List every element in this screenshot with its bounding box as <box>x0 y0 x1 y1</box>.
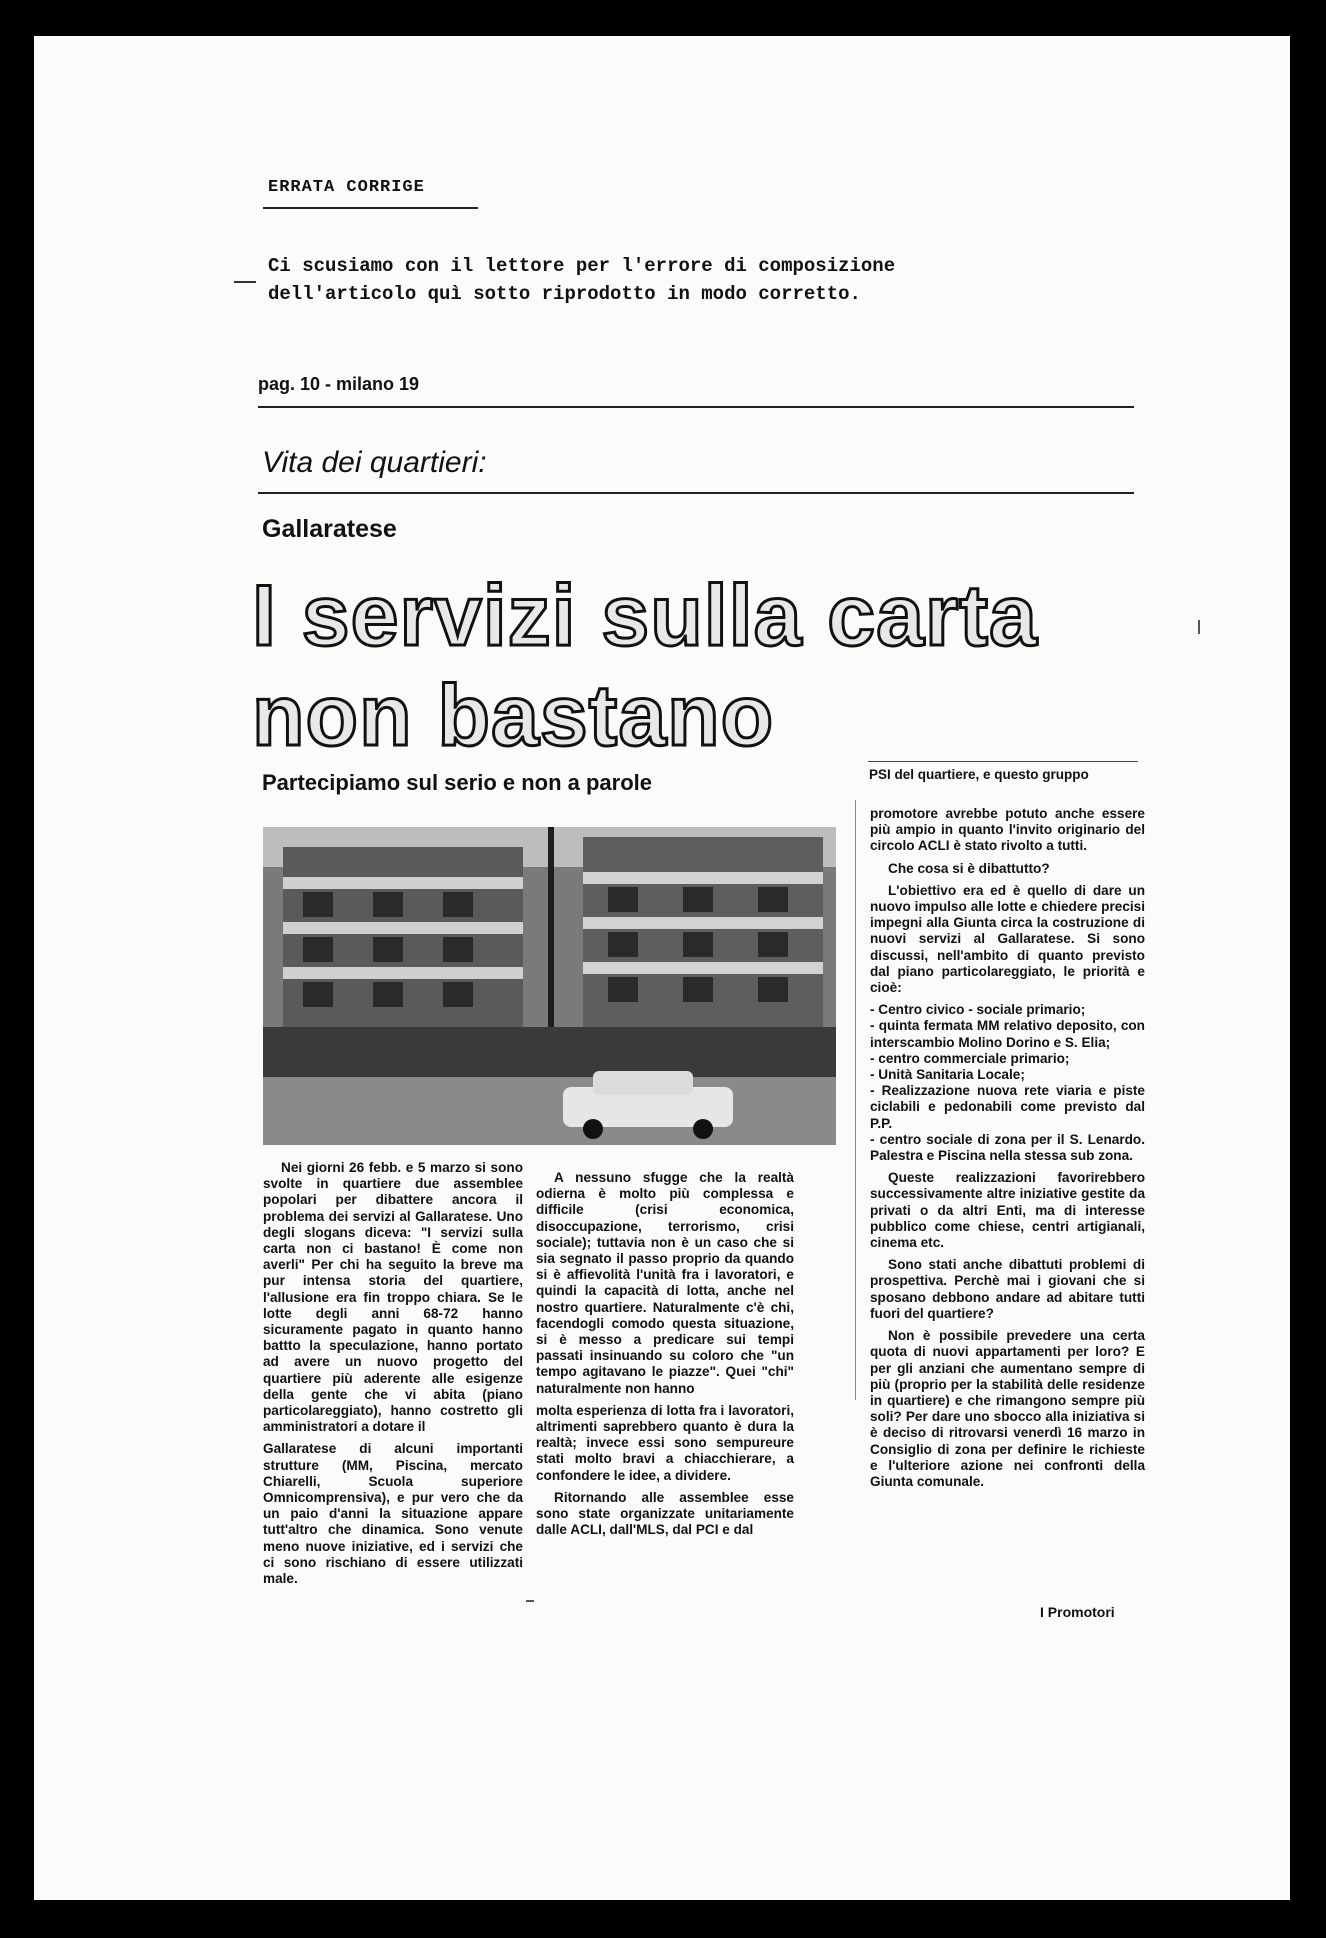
col3-paragraph-1: promotore avrebbe potuto anche essere più ampio in quanto l'invito originario del circolo ACLI è stato rivolto a tutti. <box>870 806 1145 854</box>
article-column-1 <box>263 1160 523 1593</box>
col2-paragraph-3: Ritornando alle assemblee esse sono state organizzate unitariamente dalle ACLI, dall'MLS, dal PCI e dal <box>536 1489 794 1538</box>
list-item: - Centro civico - sociale primario; <box>870 1002 1086 1018</box>
photo-illustration <box>263 827 836 1145</box>
list-item: - centro sociale di zona per il S. Lenardo. Palestra e Piscina nella stessa sub zona. <box>870 1131 1145 1164</box>
article-column-2 <box>536 1170 794 1544</box>
kicker: Vita dei quartieri: <box>262 446 487 479</box>
article-column-3 <box>870 806 1145 1496</box>
list-item: - Unità Sanitaria Locale; <box>870 1067 1025 1083</box>
margin-dash <box>234 281 256 283</box>
page-header: pag. 10 - milano 19 <box>258 374 420 394</box>
errata-title: ERRATA CORRIGE <box>268 178 425 197</box>
col1-paragraph-1: Nei giorni 26 febb. e 5 marzo si sono svolte in quartiere due assemblee popolari per dibattere ancora il problema dei servizi al Gallaratese. Uno degli slogans diceva: "I servizi sulla carta non ci bastano! È come non averli" Per chi ha seguito la breve ma pur intensa storia del quartiere, l'allusione era fin troppo chiara. Se le lotte degli anni 68-72 hanno sicuramente pagato in quanto hanno battto la speculazione, hanno portato ad avere un nuovo progetto del quartiere più aderente alle esigenze della gente che vi abita (piano particolareggiato), hanno costretto gli amministratori a dotare il <box>263 1160 523 1435</box>
section-label: Gallaratese <box>262 515 397 543</box>
col3-paragraph-4: Queste realizzazioni favorirebbero successivamente altre iniziative gestite da privati o da altri Enti, ma di interesse pubblico come chiese, centri artigianali, cinema etc. <box>870 1170 1145 1251</box>
errata-text: Ci scusiamo con il lettore per l'errore di composizione dell'articolo quì sotto riprodotto in modo corretto. <box>268 255 896 305</box>
col2-paragraph-2: molta esperienza di lotta fra i lavoratori, altrimenti saprebbero quanto è dura la realtà; invece essi sono sempureure stati molto bravi a chiacchierare, a confondere le idee, a dividere. <box>536 1402 794 1483</box>
building-photo <box>263 827 836 1145</box>
list-item: - Realizzazione nuova rete viaria e piste ciclabili e pedonabili come previsto dal P.P. <box>870 1083 1145 1131</box>
priority-list <box>870 1002 1145 1164</box>
psi-top-rule <box>868 761 1138 762</box>
kicker-rule <box>258 492 1134 494</box>
scan-mark <box>1198 620 1200 634</box>
errata-underline <box>263 207 478 209</box>
col1-paragraph-2: Gallaratese di alcuni importanti strutture (MM, Piscina, mercato Chiarelli, Scuola superiore Omnicomprensiva), e pur vero che da un paio d'anni la situazione appare tutt'altro che dinamica. Sono venute meno nuove iniziative, ed i servizi che ci sono rischiano di essere utilizzati male. <box>263 1441 523 1587</box>
col2-paragraph-1: A nessuno sfugge che la realtà odierna è molto più complessa e difficile (crisi economica, disoccupazione, terrorismo, crisi sociale); tuttavia non è un caso che si sia segnato il passo proprio da quando si è affievolità l'unità fra i lavoratori, e quindi la capacità di lotta, anche nel nostro quartiere. Naturalmente c'è chi, facendogli comodo questa situazione, si è messo a predicare sui tempi passati insinuando su coloro che "un tempo agitavano le piazze". Quei "chi" naturalmente non hanno <box>536 1170 794 1396</box>
scan-mark <box>526 1600 534 1602</box>
subhead: Partecipiamo sul serio e non a parole <box>262 770 653 795</box>
column-divider <box>855 800 856 1400</box>
col3-paragraph-5: Sono stati anche dibattuti problemi di prospettiva. Perchè mai i giovani che si sposano debbono andare ad abitare tutti fuori del quartiere? <box>870 1257 1145 1321</box>
col3-paragraph-6: Non è possibile prevedere una certa quota di nuovi appartamenti per loro? E per gli anziani che aumentano sempre di più (proprio per la stabilità delle residenze in quartiere) e che rimangono sempre più soli? Per dare uno sbocco alla iniziativa si è deciso di ritrovarsi venerdì 16 marzo in Consiglio di zona per definire le richieste e l'ulteriore azione nei confronti della Giunta comunale. <box>870 1328 1145 1489</box>
list-item: - centro commerciale primario; <box>870 1050 1070 1066</box>
headline: I servizi sulla carta non bastano <box>252 568 1038 764</box>
col3-paragraph-3: L'obiettivo era ed è quello di dare un nuovo impulso alle lotte e chiedere precisi impegni alla Giunta circa la costruzione di nuovi servizi al Gallaratese. Si sono discussi, nell'ambito di quanto previsto dal piano particolareggiato, le priorità e cioè: <box>870 882 1145 996</box>
list-item: - quinta fermata MM relativo deposito, con interscambio Molino Dorino e S. Elia; <box>870 1018 1145 1050</box>
header-rule <box>258 406 1134 408</box>
psi-line: PSI del quartiere, e questo gruppo <box>869 767 1089 782</box>
col3-paragraph-2: Che cosa si è dibattutto? <box>888 860 1050 876</box>
signature: I Promotori <box>1040 1604 1115 1620</box>
